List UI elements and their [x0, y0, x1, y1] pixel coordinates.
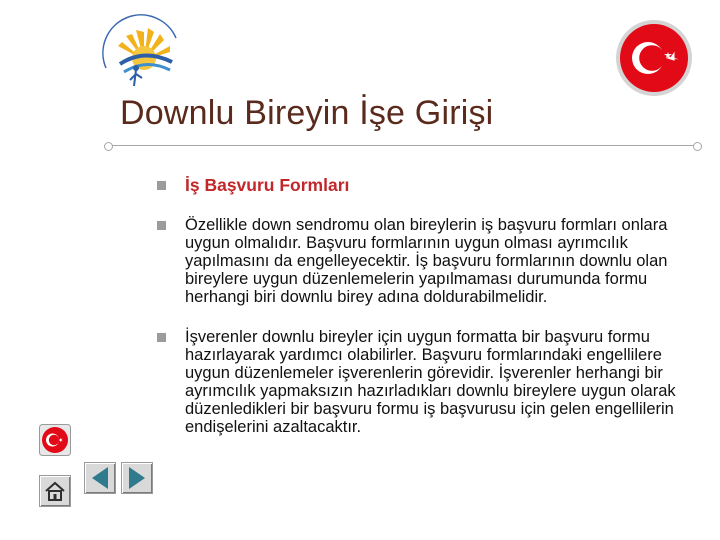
bullet-text: İş Başvuru Formları [185, 175, 350, 195]
association-logo [96, 8, 192, 94]
home-button[interactable] [39, 475, 71, 507]
title-divider [108, 145, 698, 146]
bullet-marker [157, 181, 166, 190]
bullet-text: Özellikle down sendromu olan bireylerin iş başvuru formları onlara uygun olmalıdır. Başvuru formlarının uygun olması ayrımcılık yapılmasını da engelleyecektir. İş başvuru formlarının downlu olan bireylere uygun düzenlemelerin yapılmaması durumunda formu herhangi biri downlu birey adına doldurabilmelidir. [185, 216, 668, 306]
bullet-text: İşverenler downlu bireyler için uygun formatta bir başvuru formu hazırlayarak yardımcı olabilirler. Başvuru formlarındaki engellilere uygun düzenlemeler işverenlerin görevidir. İşverenler herhangi bir ayrımcılık yapmaksızın hazırladıkları downlu bireylere uygun olarak düzenledikleri bir başvuru formu iş başvurusu için gelen engellilerin endişelerini azaltacaktır. [185, 328, 676, 436]
home-icon [40, 476, 70, 506]
bullet-heading [157, 176, 697, 194]
bullet-list [157, 176, 697, 436]
previous-slide-button[interactable] [84, 462, 116, 494]
turkish-flag-nav-icon[interactable] [39, 424, 71, 456]
turkish-flag-icon [614, 18, 694, 98]
bullet-marker [157, 333, 166, 342]
bullet-paragraph [157, 216, 697, 306]
next-slide-button[interactable] [121, 462, 153, 494]
bullet-paragraph [157, 328, 697, 436]
slide-title: Downlu Bireyin İşe Girişi [120, 94, 494, 132]
triangle-right-icon [122, 463, 152, 493]
triangle-left-icon [85, 463, 115, 493]
bullet-marker [157, 221, 166, 230]
